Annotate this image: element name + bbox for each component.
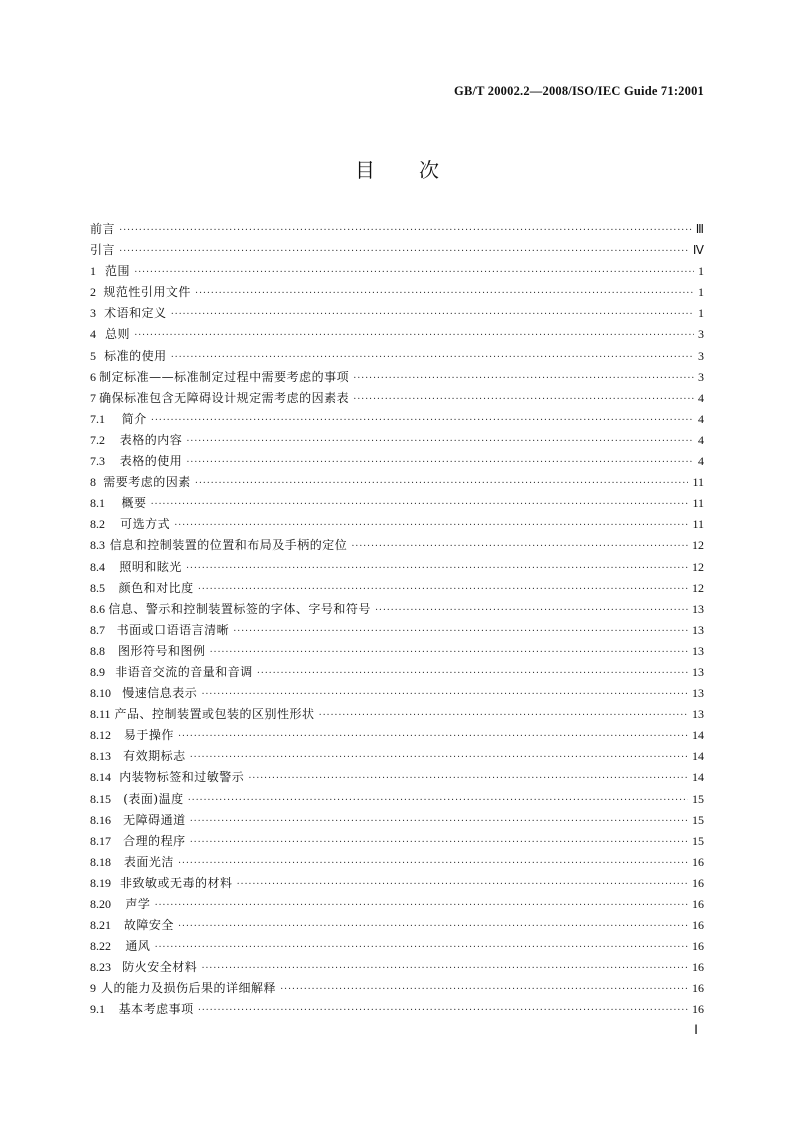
toc-entry-title: 概要: [121, 496, 147, 511]
dot-leader: [119, 220, 692, 241]
toc-entry[interactable]: [90, 367, 704, 388]
toc-entry-title: 规范性引用文件: [103, 285, 191, 300]
toc-entry-title: 声学: [125, 897, 151, 911]
toc-entry-page: 16: [692, 1002, 704, 1017]
toc-entry[interactable]: [90, 409, 704, 430]
toc-entry-page: 4: [698, 390, 704, 405]
toc-entry-page: 11: [692, 475, 704, 490]
toc-entry[interactable]: [90, 915, 704, 936]
toc-entry-page: 15: [692, 812, 704, 827]
toc-entry[interactable]: [90, 936, 704, 957]
dot-leader: [178, 853, 688, 874]
toc-entry-number: 7.3: [90, 454, 105, 469]
toc-entry[interactable]: [90, 599, 704, 620]
toc-entry-number: 8.12: [90, 728, 111, 743]
toc-entry-page: 13: [692, 664, 704, 679]
toc-entry[interactable]: [90, 261, 704, 282]
toc-entry-page: Ⅲ: [695, 222, 704, 236]
dot-leader: [280, 979, 688, 1000]
toc-entry-number: 9.1: [90, 1002, 105, 1017]
toc-entry[interactable]: [90, 430, 704, 451]
toc-entry-number: 8.9: [90, 664, 105, 679]
toc-entry-number: 8: [90, 475, 96, 490]
dot-leader: [353, 368, 694, 389]
toc-entry-page: 15: [692, 791, 704, 806]
toc-entry-title: 制定标准——标准制定过程中需要考虑的事项: [99, 369, 350, 384]
toc-entry-title: 合理的程序: [123, 833, 186, 848]
dot-leader: [201, 958, 688, 979]
toc-entry[interactable]: [90, 767, 704, 788]
toc-entry[interactable]: [90, 683, 704, 704]
toc-entry[interactable]: [90, 620, 704, 641]
toc-entry[interactable]: [90, 557, 704, 578]
toc-entry-number: 8.7: [90, 622, 105, 637]
toc-entry-title: 照明和眩光: [119, 559, 182, 574]
toc-entry-page: 13: [692, 622, 704, 637]
dot-leader: [195, 473, 689, 494]
page-title: 目次: [355, 158, 483, 182]
toc-entry[interactable]: [90, 978, 704, 999]
page-number: Ⅰ: [694, 1022, 698, 1037]
toc-entry-title: 基本考虑事项: [118, 1002, 194, 1017]
toc-entry-title: 通风: [125, 939, 151, 954]
standard-code-header: GB/T 20002.2—2008/ISO/IEC Guide 71:2001: [454, 84, 704, 98]
toc-entry-title: 信息、警示和控制装置标签的字体、字号和符号: [108, 601, 371, 616]
toc-entry-page: 4: [698, 432, 704, 447]
dot-leader: [186, 452, 694, 473]
toc-entry-title: 范围: [105, 264, 131, 279]
dot-leader: [248, 768, 688, 789]
toc-entry-title: 书面或口语语言清晰: [116, 622, 230, 637]
toc-entry-number: 8.2: [90, 517, 105, 532]
toc-entry-title: 总则: [105, 327, 131, 342]
dot-leader: [134, 262, 694, 283]
toc-entry-number: 5: [90, 348, 96, 363]
dot-leader: [257, 663, 688, 684]
toc-entry-number: 8.23: [90, 960, 111, 975]
dot-leader: [236, 874, 688, 895]
dot-leader: [151, 410, 694, 431]
toc-entry[interactable]: [90, 240, 704, 261]
toc-entry-number: 8.8: [90, 643, 105, 658]
toc-entry[interactable]: [90, 303, 704, 324]
toc-entry-page: 12: [692, 559, 704, 574]
toc-entry-number: 8.22: [90, 939, 111, 954]
table-of-contents: [90, 219, 704, 1021]
dot-leader: [171, 304, 694, 325]
dot-leader: [190, 832, 688, 853]
toc-entry-page: 15: [692, 833, 704, 848]
toc-entry[interactable]: [90, 641, 704, 662]
toc-entry[interactable]: [90, 810, 704, 831]
toc-entry-title: 确保标准包含无障碍设计规定需考虑的因素表: [99, 390, 350, 405]
toc-entry[interactable]: [90, 852, 704, 873]
toc-entry-number: 7: [90, 390, 96, 405]
dot-leader: [188, 790, 688, 811]
toc-entry-page: Ⅳ: [692, 243, 704, 258]
dot-leader: [319, 705, 688, 726]
toc-entry[interactable]: [90, 789, 704, 810]
toc-entry-number: 8.3: [90, 538, 105, 553]
toc-entry-number: 8.10: [90, 686, 111, 701]
toc-entry-page: 12: [692, 580, 704, 595]
dot-leader: [119, 241, 689, 262]
toc-entry[interactable]: [90, 746, 704, 767]
toc-entry-title: 慢速信息表示: [122, 686, 198, 701]
toc-entry-number: 8.1: [90, 496, 105, 511]
dot-leader: [201, 684, 688, 705]
dot-leader: [190, 811, 688, 832]
toc-entry-page: 13: [692, 686, 704, 701]
toc-entry-number: 8.17: [90, 833, 111, 848]
dot-leader: [154, 937, 688, 958]
toc-entry-number: 8.20: [90, 897, 111, 911]
toc-entry[interactable]: [90, 873, 704, 894]
toc-entry-page: 1: [698, 285, 704, 300]
toc-entry-number: 3: [90, 306, 96, 321]
toc-entry-title: 表格的内容: [119, 432, 183, 447]
toc-entry[interactable]: [90, 999, 704, 1020]
toc-entry-number: 8.11: [90, 707, 111, 722]
dot-leader: [178, 726, 688, 747]
toc-entry-number: 8.4: [90, 559, 105, 574]
toc-entry-page: 11: [692, 517, 704, 532]
toc-entry-number: 1: [90, 264, 96, 279]
toc-entry-title: 表面光洁: [123, 854, 174, 869]
dot-leader: [150, 494, 688, 515]
toc-entry-title: 颜色和对比度: [118, 580, 194, 595]
dot-leader: [154, 895, 688, 916]
toc-entry-number: 8.13: [90, 749, 111, 764]
toc-entry-title: 非致敏或无毒的材料: [119, 875, 233, 890]
toc-entry-number: 8.6: [90, 601, 105, 616]
toc-entry-page: 16: [692, 875, 704, 890]
toc-entry[interactable]: [90, 388, 704, 409]
toc-entry-page: 3: [698, 348, 704, 363]
toc-entry-page: 11: [692, 496, 704, 511]
dot-leader: [351, 536, 688, 557]
toc-entry[interactable]: [90, 725, 704, 746]
toc-entry-page: 16: [692, 918, 704, 933]
toc-entry[interactable]: [90, 704, 704, 725]
toc-entry-title: 前言: [90, 222, 116, 236]
toc-entry-number: 8.15: [90, 791, 111, 806]
toc-entry-title: 可选方式: [120, 517, 171, 532]
toc-entry-page: 13: [692, 707, 704, 722]
toc-entry[interactable]: [90, 493, 704, 514]
toc-entry-title: 标准的使用: [104, 348, 167, 363]
toc-entry-page: 16: [692, 981, 704, 996]
toc-entry-number: 7.2: [90, 432, 105, 447]
dot-leader: [178, 916, 688, 937]
toc-entry-title: 防火安全材料: [122, 960, 198, 975]
toc-entry-title: 有效期标志: [123, 749, 186, 764]
toc-entry-page: 16: [692, 854, 704, 869]
toc-entry[interactable]: [90, 514, 704, 535]
toc-entry-page: 14: [692, 770, 704, 785]
dot-leader: [233, 621, 688, 642]
toc-entry-page: 16: [692, 939, 704, 954]
dot-leader: [210, 642, 689, 663]
toc-entry-number: 9: [90, 981, 96, 996]
toc-entry-page: 4: [698, 411, 704, 426]
toc-entry-title: 术语和定义: [104, 306, 167, 321]
dot-leader: [186, 431, 694, 452]
dot-leader: [198, 579, 688, 600]
toc-entry[interactable]: [90, 578, 704, 599]
toc-entry[interactable]: [90, 831, 704, 852]
toc-entry-page: 13: [692, 601, 704, 616]
toc-entry[interactable]: [90, 219, 704, 240]
toc-entry-number: 2: [90, 285, 96, 300]
toc-entry-page: 13: [692, 643, 704, 658]
toc-entry-title: 简介: [121, 411, 147, 426]
toc-entry-page: 1: [698, 264, 704, 279]
dot-leader: [375, 600, 688, 621]
toc-entry-number: 8.18: [90, 854, 111, 869]
toc-entry-title: 无障碍通道: [123, 812, 186, 827]
dot-leader: [195, 283, 694, 304]
toc-entry-title: 表格的使用: [119, 454, 183, 469]
dot-leader: [171, 347, 694, 368]
toc-entry-number: 8.19: [90, 875, 111, 890]
toc-entry-title: (表面)温度: [123, 791, 184, 806]
toc-entry-number: 8.21: [90, 918, 111, 933]
toc-entry[interactable]: [90, 472, 704, 493]
dot-leader: [174, 515, 688, 536]
dot-leader: [198, 1000, 688, 1021]
toc-entry-number: 8.5: [90, 580, 105, 595]
toc-entry-page: 14: [692, 728, 704, 743]
toc-entry[interactable]: [90, 324, 704, 345]
dot-leader: [186, 558, 688, 579]
toc-entry-title: 图形符号和图例: [117, 643, 206, 658]
toc-entry[interactable]: [90, 282, 704, 303]
toc-entry-number: 7.1: [90, 411, 105, 426]
toc-entry-title: 易于操作: [123, 728, 174, 743]
toc-entry-number: 8.16: [90, 812, 111, 827]
toc-entry-page: 1: [698, 306, 704, 321]
toc-entry-page: 4: [698, 454, 704, 469]
toc-entry-page: 16: [692, 897, 704, 911]
dot-leader: [190, 747, 688, 768]
toc-entry[interactable]: [90, 662, 704, 683]
dot-leader: [353, 389, 694, 410]
toc-entry[interactable]: [90, 894, 704, 915]
toc-entry-number: 8.14: [90, 770, 111, 785]
toc-entry-page: 14: [692, 749, 704, 764]
toc-entry-page: 3: [698, 369, 704, 384]
toc-entry-title: 内装物标签和过敏警示: [119, 770, 245, 785]
toc-entry-title: 故障安全: [123, 918, 174, 933]
toc-entry-title: 信息和控制装置的位置和布局及手柄的定位: [109, 538, 348, 553]
toc-entry-title: 人的能力及损伤后果的详细解释: [100, 981, 276, 996]
toc-entry[interactable]: [90, 535, 704, 556]
toc-entry-title: 引言: [90, 243, 116, 258]
dot-leader: [134, 325, 694, 346]
toc-entry-page: 12: [692, 538, 704, 553]
toc-entry[interactable]: [90, 451, 704, 472]
toc-entry-number: 6: [90, 369, 96, 384]
toc-entry-page: 16: [692, 960, 704, 975]
toc-entry[interactable]: [90, 957, 704, 978]
toc-entry[interactable]: [90, 346, 704, 367]
toc-entry-number: 4: [90, 327, 96, 342]
toc-entry-page: 3: [698, 327, 704, 342]
toc-entry-title: 产品、控制装置或包装的区别性形状: [114, 707, 315, 722]
toc-entry-title: 非语音交流的音量和音调: [115, 664, 253, 679]
toc-entry-title: 需要考虑的因素: [103, 475, 191, 490]
